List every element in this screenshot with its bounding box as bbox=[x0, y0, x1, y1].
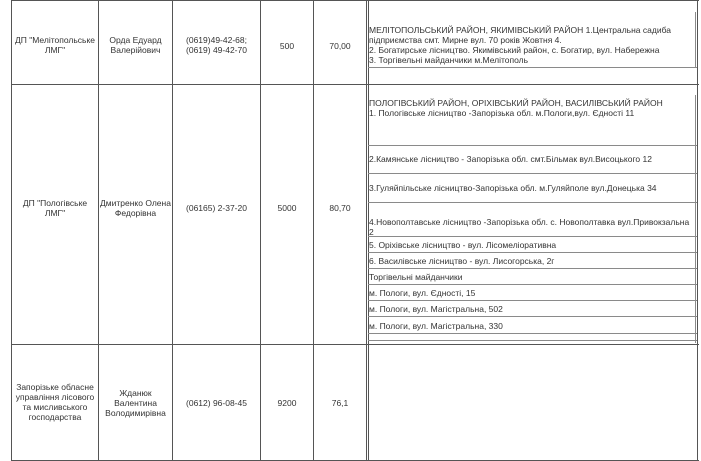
count-value: 9200 bbox=[277, 398, 297, 408]
address-divider bbox=[368, 173, 697, 174]
org-name: ДП "Пологівське ЛМГ" bbox=[22, 198, 88, 218]
count-value: 5000 bbox=[277, 203, 297, 213]
phone: (06165) 2-37-20 bbox=[186, 203, 247, 213]
count-value: 500 bbox=[279, 41, 295, 51]
column-divider bbox=[260, 0, 261, 461]
address-divider bbox=[368, 316, 697, 317]
column-divider bbox=[697, 0, 698, 461]
percent-value: 70,00 bbox=[329, 41, 351, 51]
contact-person: Жданюк Валентина Володимирівна bbox=[105, 388, 166, 418]
address-divider bbox=[368, 333, 697, 334]
address-divider bbox=[368, 202, 697, 203]
address-item: м. Пологи, вул. Магістральна, 330 bbox=[369, 321, 503, 331]
address-item: м. Пологи, вул. Єдності, 15 bbox=[369, 288, 476, 298]
subtable-border bbox=[695, 12, 696, 67]
address-divider bbox=[368, 340, 697, 341]
address-divider bbox=[368, 145, 697, 146]
contact-person: Дмитренко Олена Федорівна bbox=[100, 198, 171, 218]
address-item: 4.Новополтавське лісництво -Запорізька обл. с. Новополтавка вул.Привокзальна 2 bbox=[369, 217, 690, 237]
address-divider bbox=[368, 284, 697, 285]
address-divider bbox=[368, 300, 697, 301]
row-divider bbox=[11, 84, 699, 85]
column-divider bbox=[313, 0, 314, 461]
address-block: ПОЛОГІВСЬКИЙ РАЙОН, ОРІХІВСЬКИЙ РАЙОН, ВАСИЛІВСЬКИЙ РАЙОН 1. Пологівське лісництво -Запорізька обл. м.Пологи,вул. Єдності 11 bbox=[369, 98, 663, 118]
percent-value: 76,1 bbox=[331, 398, 349, 408]
phone: (0619)49-42-68; (0619) 49-42-70 bbox=[186, 35, 247, 55]
address-item: м. Пологи, вул. Магістральна, 502 bbox=[369, 304, 503, 314]
address-item: 3.Гуляйпільське лісництво-Запорізька обл. м.Гуляйполе вул.Донецька 34 bbox=[369, 183, 657, 193]
contact-person: Орда Едуард Валерійович bbox=[109, 35, 162, 55]
phone: (0612) 96-08-45 bbox=[186, 398, 247, 408]
subtable-border bbox=[368, 67, 697, 68]
address-item: 5. Оріхівське лісництво - вул. Лісомеліоративна bbox=[369, 240, 557, 250]
column-divider bbox=[366, 0, 367, 461]
address-block: МЕЛІТОПОЛЬСЬКИЙ РАЙОН, ЯКИМІВСЬКИЙ РАЙОН 1.Центральна садиба підприємства смт. Мирне вул. 70 років Жовтня 4. 2. Богатирське лісництво. Якимівський район, с. Богатир, вул. Набережна 3. Торгівельні майданчики м.Мелітополь bbox=[369, 25, 671, 65]
percent-value: 80,70 bbox=[329, 203, 351, 213]
address-item: 6. Василівське лісництво - вул. Лисогорська, 2г bbox=[369, 256, 555, 266]
row-divider bbox=[11, 344, 699, 345]
address-item: 2.Камянське лісництво - Запорізька обл. смт.Більмак вул.Висоцького 12 bbox=[369, 154, 652, 164]
row-divider bbox=[11, 0, 699, 1]
org-name: ДП "Мелітопольське ЛМГ" bbox=[15, 35, 95, 55]
subtable-border bbox=[695, 95, 696, 343]
address-divider bbox=[368, 252, 697, 253]
org-name: Запорізьке обласне управління лісового та мисливського господарства bbox=[15, 382, 95, 422]
column-divider bbox=[172, 0, 173, 461]
address-item: Торгівельні майданчики bbox=[369, 272, 463, 282]
address-divider bbox=[368, 268, 697, 269]
